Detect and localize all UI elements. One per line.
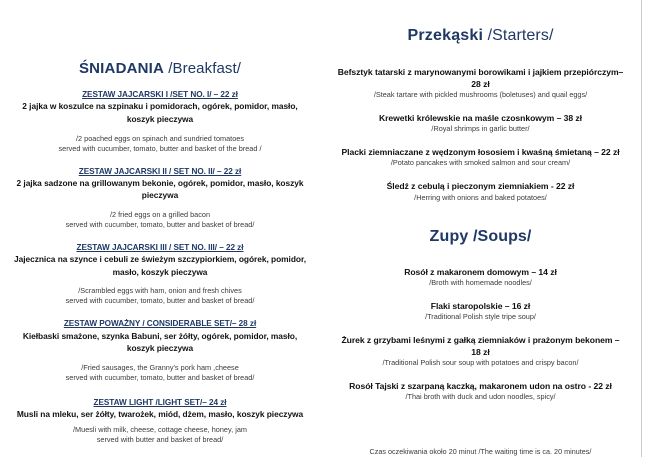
menu-item-description: /Royal shrimps in garlic butter/	[431, 124, 530, 134]
menu-item-description-line2: served with cucumber, tomato, butter and basket of the bread /	[58, 143, 262, 153]
menu-item-name: Rosół z makaronem domowym – 14 zł	[404, 266, 557, 277]
menu-item-name: Befsztyk tatarski z marynowanymi borowikami i jajkiem przepiórczym– 28 zł	[337, 67, 624, 89]
menu-item-name: 2 jajka w koszulce na szpinaku i pomidorach, ogórek, pomidor, masło, koszyk pieczywa	[22, 101, 298, 124]
menu-item-description-line2: served with cucumber, tomato, butter and basket of bread/	[65, 372, 255, 382]
menu-item-title: ZESTAW JAJCARSKI II / SET NO. II/ – 22 zł	[78, 166, 242, 176]
menu-item	[10, 166, 310, 230]
menu-item-description-line1: /2 poached eggs on spinach and sundried tomatoes	[75, 133, 245, 143]
menu-item	[336, 147, 625, 168]
menu-item	[10, 242, 310, 306]
menu-item-name: Placki ziemniaczane z wędzonym łososiem i kwaśną śmietaną – 22 zł	[341, 147, 620, 158]
section-heading-breakfast-translated: /Breakfast/	[168, 60, 242, 77]
menu-item-description: /Thai broth with duck and udon noodles, spicy/	[405, 392, 556, 402]
menu-item-description: /Broth with homemade noodles/	[429, 278, 532, 288]
menu-item-description-line1: /Fried sausages, the Granny's pork ham ,cheese	[81, 362, 239, 372]
starters-soups-column	[324, 0, 647, 457]
menu-item-name: Śledź z cebulą i pieczonym ziemniakiem - 22 zł	[386, 181, 575, 192]
menu-item-title: ZESTAW POWAŻNY / CONSIDERABLE SET/– 28 zł	[63, 319, 257, 329]
menu-item-description-line1: /Scrambled eggs with ham, onion and fresh chives	[78, 286, 242, 296]
section-heading-breakfast-native: ŚNIADANIA	[78, 60, 165, 77]
menu-item-title: ZESTAW LIGHT /LIGHT SET/– 24 zł	[93, 397, 227, 407]
menu-item	[336, 181, 625, 202]
menu-item-description-line1: /Muesli with milk, cheese, cottage cheese, honey, jam	[73, 424, 247, 434]
menu-item-description-line2: served with butter and basket of bread/	[96, 434, 224, 444]
menu-item	[336, 381, 625, 402]
menu-item-description: /Steak tartare with pickled mushrooms (boletuses) and quail eggs/	[373, 90, 588, 100]
menu-item-description: /Traditional Polish sour soup with potatoes and crispy bacon/	[382, 357, 579, 367]
menu-item-description-line2: served with cucumber, tomato, butter and basket of bread/	[65, 220, 255, 229]
menu-item-name: Rosół Tajski z szarpaną kaczką, makaronem udon na ostro - 22 zł	[349, 380, 612, 391]
menu-item-name: Kiełbaski smażone, szynka Babuni, ser żółty, ogórek, pomidor, masło, koszyk pieczywa	[22, 330, 298, 354]
menu-item-name: Flaki staropolskie – 16 zł	[430, 301, 531, 312]
menu-item-name: Jajecznica na szynce i cebuli ze świeżym szczypiorkiem, ogórek, pomidor, masło, koszyk pieczywa	[14, 254, 306, 277]
menu-item-name: Musli na mleku, ser żółty, twarożek, miód, dżem, masło, koszyk pieczywa	[16, 408, 304, 419]
menu-item	[10, 397, 310, 445]
section-heading-starters	[336, 27, 625, 45]
menu-item-description: /Potato pancakes with smoked salmon and sour cream/	[390, 158, 571, 168]
menu-item-title: ZESTAW JAJCARSKI I /SET NO. I/ – 22 zł	[82, 90, 238, 100]
menu-item-description: /Traditional Polish style tripe soup/	[425, 312, 536, 322]
section-heading-breakfast	[10, 60, 310, 77]
section-heading-soups-translated: /Soups/	[473, 228, 532, 246]
menu-item-name: 2 jajka sadzone na grillowanym bekonie, ogórek, pomidor, masło, koszyk pieczywa	[16, 177, 304, 201]
section-heading-starters-translated: /Starters/	[487, 27, 554, 44]
menu-item-name: Żurek z grzybami leśnymi z gałką ziemniaków i prażonym bekonem – 18 zł	[341, 335, 620, 357]
waiting-time-note: Czas oczekiwania około 20 minut /The waiting time is ca. 20 minutes/	[369, 446, 592, 456]
page-border-line	[641, 0, 642, 457]
menu-item-description: /Herring with onions and baked potatoes/	[414, 192, 547, 202]
section-heading-starters-native: Przekąski	[407, 27, 484, 44]
menu-item	[336, 335, 625, 368]
menu-item	[336, 67, 625, 100]
section-heading-soups	[336, 228, 625, 246]
menu-item	[10, 318, 310, 382]
menu-item	[336, 267, 625, 288]
menu-item-title: ZESTAW JAJCARSKI III / SET NO. III/ – 22 zł	[76, 243, 244, 253]
menu-item	[10, 89, 310, 153]
menu-item	[336, 113, 625, 134]
section-heading-soups-native: Zupy	[429, 228, 469, 246]
menu-item-description-line1: /2 fried eggs on a grilled bacon	[109, 209, 211, 219]
menu-item-name: Krewetki królewskie na maśle czosnkowym – 38 zł	[378, 112, 583, 123]
menu-item-description-line2: served with cucumber, tomato, butter and basket of bread/	[65, 296, 255, 306]
menu-item	[336, 301, 625, 322]
